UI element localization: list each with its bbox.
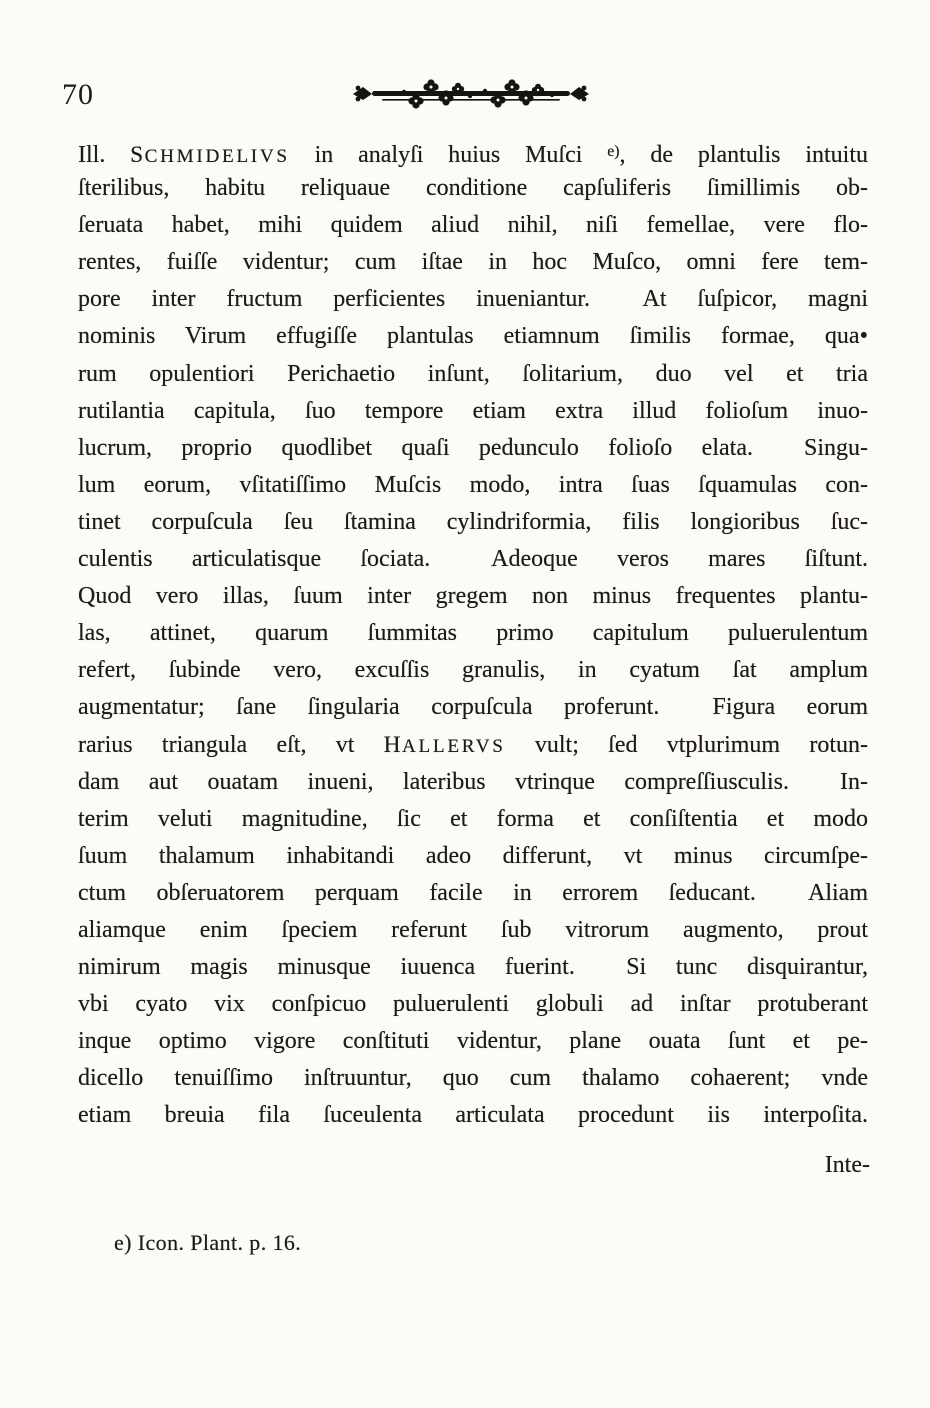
footnote: e) Icon. Plant. p. 16. <box>114 1230 302 1255</box>
text-line: culentis articulatisque ſociata. Adeoque veros mares ſiſtunt. <box>78 546 868 573</box>
text-line: nominis Virum effugiſſe plantulas etiamnum ſimilis formae, qua• <box>78 323 868 350</box>
text-line: las, attinet, quarum ſummitas primo capitulum puluerulentum <box>78 620 868 647</box>
text-line: rutilantia capitula, ſuo tempore etiam extra illud folioſum inuo- <box>78 397 868 424</box>
body-text <box>78 133 868 1135</box>
text-line: ſuum thalamum inhabitandi adeo differunt, vt minus circumſpe- <box>78 842 868 869</box>
text-line: nimirum magis minusque iuuenca fuerint. Si tunc disquirantur, <box>78 954 869 981</box>
text-line: vbi cyato vix conſpicuo puluerulenti globuli ad inſtar protuberant <box>78 991 868 1018</box>
text-line: aliamque enim ſpeciem referunt ſub vitrorum augmento, prout <box>78 916 868 943</box>
text-line: rum opulentiori Perichaetio inſunt, ſolitarium, duo vel et tria <box>78 360 868 387</box>
text-line: Quod vero illas, ſuum inter gregem non minus frequentes plantu- <box>78 583 868 610</box>
text-line: etiam breuia fila ſuceulenta articulata procedunt iis interpoſita. <box>78 1102 868 1129</box>
text-line: ſeruata habet, mihi quidem aliud nihil, niſi femellae, vere flo- <box>78 212 868 239</box>
text-line: dam aut ouatam inueni, lateribus vtrinque compreſſiusculis. In- <box>78 768 868 795</box>
text-line: tinet corpuſcula ſeu ſtamina cylindriformia, filis longioribus ſuc- <box>78 508 868 535</box>
text-line: terim veluti magnitudine, ſic et forma et conſiſtentia et modo <box>78 805 868 832</box>
text-line: dicello tenuiſſimo inſtruuntur, quo cum thalamo cohaerent; vnde <box>78 1065 868 1092</box>
page-number: 70 <box>62 78 94 111</box>
ornament-graphic <box>352 74 590 120</box>
text-line: pore inter fructum perficientes inueniantur. At ſuſpicor, magni <box>78 286 868 313</box>
text-line: inque optimo vigore conſtituti videntur, plane ouata ſunt et pe- <box>78 1028 868 1055</box>
floral-rule-ornament <box>352 74 590 120</box>
text-line: lucrum, proprio quodlibet quaſi pedunculo folioſo elata. Singu- <box>78 434 868 461</box>
text-line: ſterilibus, habitu reliquaue conditione capſuliferis ſimillimis ob- <box>78 175 868 202</box>
text-line: refert, ſubinde vero, excuſſis granulis, in cyatum ſat amplum <box>78 657 868 684</box>
text-line: Ill. SCHMIDELIVS in analyſi huius Muſci $^{e)}$, de plantulis intuitu <box>78 142 868 169</box>
text-line: rarius triangula eſt, vt HALLERVS vult; ſed vtplurimum rotun- <box>78 731 868 758</box>
text-line: rentes, fuiſſe videntur; cum iſtae in hoc Muſco, omni fere tem- <box>78 249 868 276</box>
text-line: lum eorum, vſitatiſſimo Muſcis modo, intra ſuas ſquamulas con- <box>78 471 868 498</box>
catchword: Inte- <box>824 1152 870 1178</box>
text-line: ctum obſeruatorem perquam facile in errorem ſeducant. Aliam <box>78 879 868 906</box>
text-line: augmentatur; ſane ſingularia corpuſcula proferunt. Figura eorum <box>78 694 868 721</box>
